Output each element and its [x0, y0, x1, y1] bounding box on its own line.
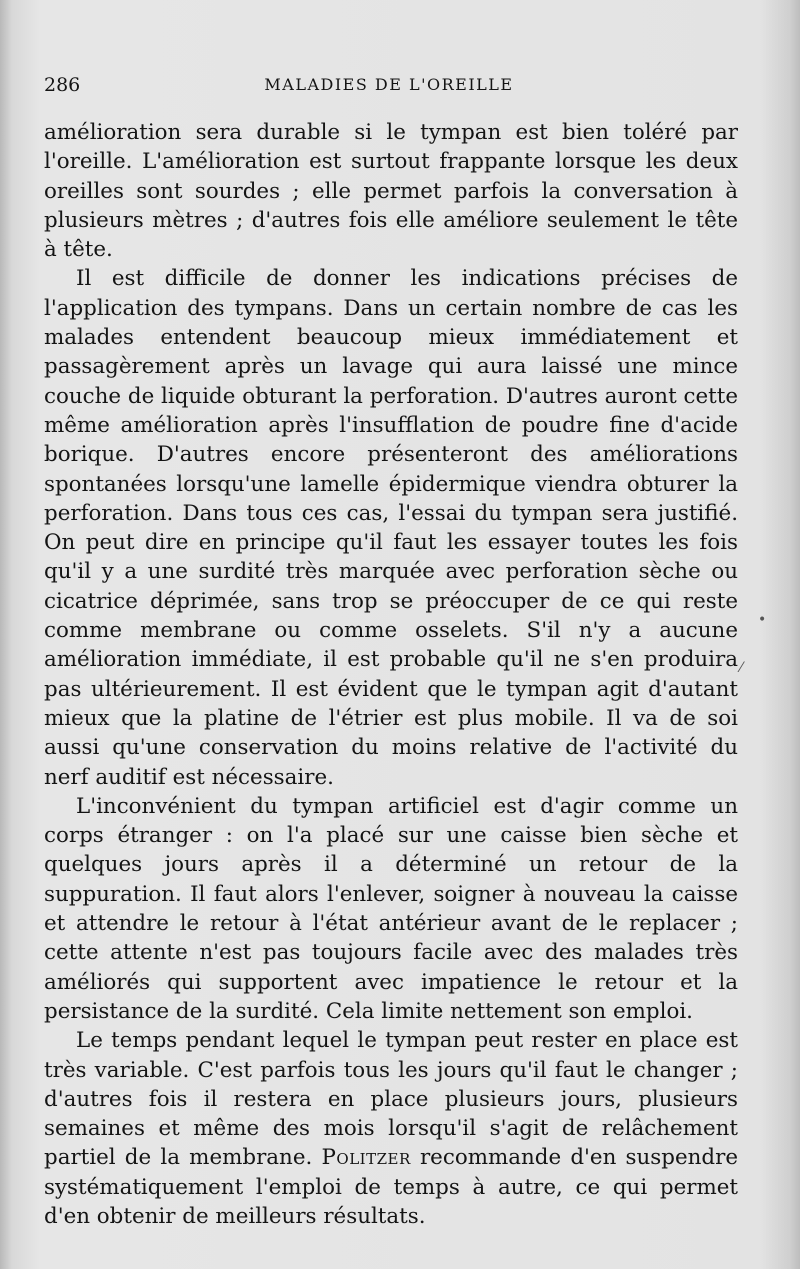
- page-header: [44, 74, 734, 104]
- paragraph-2: Il est difficile de donner les indications précises de l'application des tympans. Dans un certain nombre de cas les malades entendent beaucoup mieux immédiatement et passagèrement après un lavage qui aura laissé une mince couche de liquide obturant la perforation. D'autres auront cette même amélioration après l'insufflation de poudre fine d'acide borique. D'autres encore présenteront des améliorations spontanées lorsqu'une lamelle épidermique viendra obturer la perforation. Dans tous ces cas, l'essai du tympan sera justifié. On peut dire en principe qu'il faut les essayer toutes les fois qu'il y a une surdité très marquée avec perforation sèche ou cicatrice déprimée, sans trop se préoccuper de ce qui reste comme membrane ou comme osselets. S'il n'y a aucune amélioration immédiate, il est probable qu'il ne s'en produira pas ultérieurement. Il est évident que le tympan agit d'autant mieux que la platine de l'étrier est plus mobile. Il va de soi aussi qu'une conservation du moins relative de l'activité du nerf auditif est nécessaire.: [44, 266, 738, 790]
- author-name: Politzer: [321, 1145, 411, 1171]
- paragraph-1: amélioration sera durable si le tympan est bien toléré par l'oreille. L'amélioration est surtout frappante lorsque les deux oreilles sont sourdes ; elle permet parfois la conversation à plusieurs mètres ; d'autres fois elle améliore seulement le tête à tête.: [44, 120, 738, 263]
- paragraph-4-text-before: Le temps pendant lequel le tympan peut rester en place est très variable. C'est parfois tous les jours qu'il faut le changer ; d'autres fois il restera en place plusieurs jours, plusieurs semaines et même des mois lorsqu'il s'agit de relâchement partiel de la membrane.: [44, 1028, 738, 1171]
- paragraph-3: L'inconvénient du tympan artificiel est d'agir comme un corps étranger : on l'a placé sur une caisse bien sèche et quelques jours après il a déterminé un retour de la suppuration. Il faut alors l'enlever, soigner à nouveau la caisse et attendre le retour à l'état antérieur avant de le replacer ; cette attente n'est pas toujours facile avec des malades très améliorés qui supportent avec impatience le retour et la persistance de la surdité. Cela limite nettement son emploi.: [44, 793, 738, 1024]
- running-title: MALADIES DE L'OREILLE: [264, 75, 514, 94]
- paragraph-4-text-after: recommande d'en suspendre systématiquement l'emploi de temps à autre, ce qui permet d'en obtenir de meilleurs résultats.: [44, 1145, 738, 1229]
- margin-speck: •: [758, 612, 767, 628]
- margin-mark: ⁄: [740, 660, 743, 676]
- paragraph-4: [44, 1026, 738, 1231]
- page-number: 286: [44, 74, 81, 96]
- body-text: [44, 118, 738, 1231]
